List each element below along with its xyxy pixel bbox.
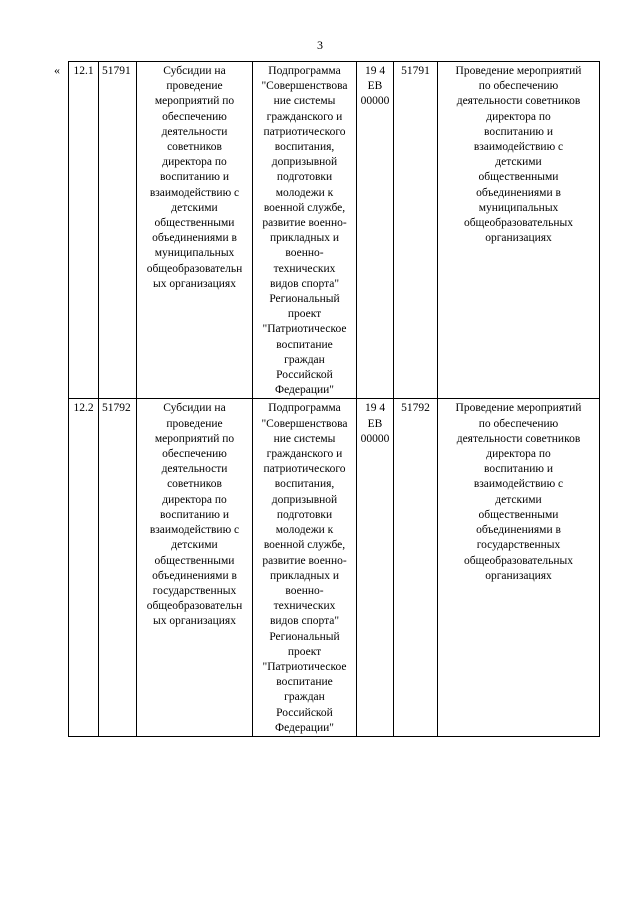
program-name: Подпрограмма "Совершенствова ние системы гражданского и патриотического воспитания, допризывной подготовки молодежи к военной службе, развитие военно- прикладных и военно- технических видов спорта" Региональный проект "Патриотическое воспитание граждан Российской Федерации"	[253, 399, 357, 736]
program-name: Подпрограмма "Совершенствова ние системы гражданского и патриотического воспитания, допризывной подготовки молодежи к военной службе, развитие военно- прикладных и военно- технических видов спорта" Региональный проект "Патриотическое воспитание граждан Российской Федерации"	[253, 62, 357, 399]
row-number: 12.2	[69, 399, 99, 736]
table-row	[69, 62, 600, 399]
row-number: 12.1	[69, 62, 99, 399]
subsidies-table	[68, 61, 600, 737]
direction-code: 51791	[394, 62, 438, 399]
page-number: 3	[317, 38, 323, 52]
table-row	[69, 399, 600, 736]
purpose-text: Проведение мероприятий по обеспечению деятельности советников директора по воспитанию и взаимодействию с детскими общественными объединениями в государственных общеобразовательных организациях	[438, 399, 600, 736]
kbk-code: 19 4 EB 00000	[357, 62, 394, 399]
subsidy-name: Субсидии на проведение мероприятий по обеспечению деятельности советников директора по воспитанию и взаимодействию с детскими общественными объединениями в муниципальных общеобразовательн ых организациях	[137, 62, 253, 399]
opening-quote-mark: «	[54, 63, 60, 77]
row-code: 51791	[99, 62, 137, 399]
kbk-code: 19 4 EB 00000	[357, 399, 394, 736]
direction-code: 51792	[394, 399, 438, 736]
subsidy-name: Субсидии на проведение мероприятий по обеспечению деятельности советников директора по воспитанию и взаимодействию с детскими общественными объединениями в государственных общеобразовательн ых организациях	[137, 399, 253, 736]
purpose-text: Проведение мероприятий по обеспечению деятельности советников директора по воспитанию и взаимодействию с детскими общественными объединениями в муниципальных общеобразовательных организациях	[438, 62, 600, 399]
row-code: 51792	[99, 399, 137, 736]
